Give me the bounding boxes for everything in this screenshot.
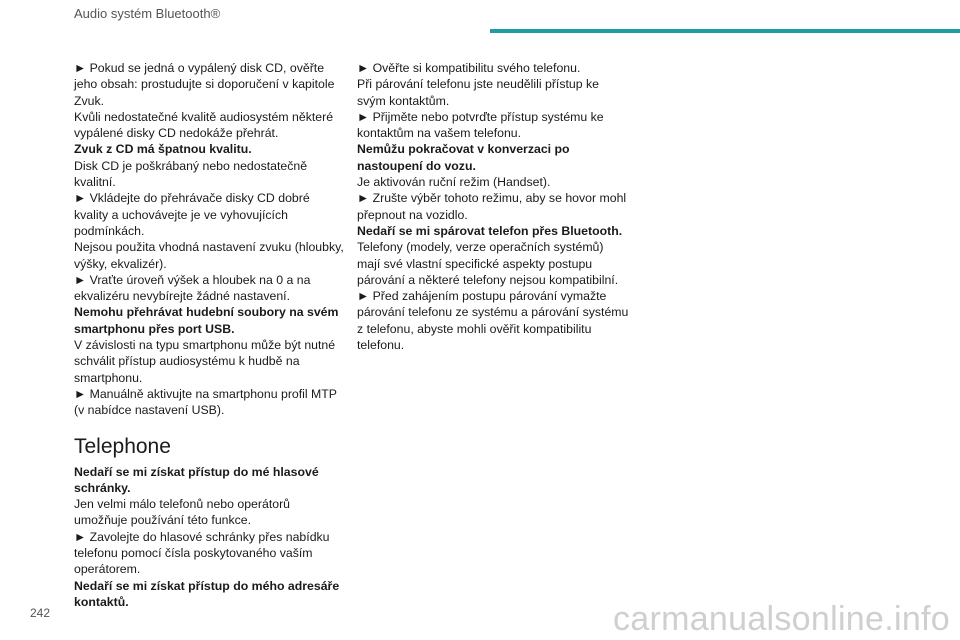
paragraph: V závislosti na typu smartphonu může být nutné schválit přístup audiosystému k hudbě na smartphonu. [74, 338, 336, 385]
paragraph: Jen velmi málo telefonů nebo operátorů umožňuje používání této funkce. [74, 497, 291, 528]
left-column-blocks [74, 60, 346, 419]
section-title-telephone: Telephone [74, 434, 171, 458]
paragraph: ► Přijměte nebo potvrďte přístup systému ke kontaktům na vašem telefonu. [357, 109, 604, 141]
telephone-section-blocks [74, 464, 346, 611]
question-heading: Nedaří se mi spárovat telefon přes Bluetooth. [357, 223, 623, 238]
question-heading: Nemůžu pokračovat v konverzaci po nastoupení do vozu. [357, 142, 570, 173]
paragraph: ► Vraťte úroveň výšek a hloubek na 0 a na ekvalizéru nevybírejte žádné nastavení. [74, 272, 311, 304]
paragraph: ► Pokud se jedná o vypálený disk CD, ověřte jeho obsah: prostudujte si doporučení v kapitole Zvuk. [74, 61, 335, 108]
header-accent-bar [490, 29, 960, 33]
paragraph: ► Vkládejte do přehrávače disky CD dobré kvality a uchovávejte je ve vyhovujících podmínkách. [74, 191, 310, 238]
paragraph: ► Zavolejte do hlasové schránky přes nabídku telefonu pomocí čísla poskytovaného vaším operátorem. [74, 529, 330, 577]
paragraph: ► Ověřte si kompatibilitu svého telefonu. [357, 61, 581, 75]
paragraph: Je aktivován ruční režim (Handset). [357, 175, 551, 190]
paragraph: Při párování telefonu jste neudělili přístup ke svým kontaktům. [357, 77, 599, 108]
paragraph: ► Zrušte výběr tohoto režimu, aby se hovor mohl přepnout na vozidlo. [357, 191, 627, 222]
question-heading: Nedaří se mi získat přístup do mého adresáře kontaktů. [74, 578, 340, 609]
paragraph: Nejsou použita vhodná nastavení zvuku (hloubky, výšky, ekvalizér). [74, 240, 344, 271]
right-column-blocks [357, 60, 629, 353]
paragraph: Kvůli nedostatečné kvalitě audiosystém některé vypálené disky CD nedokáže přehrát. [74, 109, 334, 141]
page-number: 242 [30, 606, 51, 620]
paragraph: ► Před zahájením postupu párování vymažte párování telefonu ze systému a párování systému z telefonu, abyste mohli ověřit kompatibilitu telefonu. [357, 289, 629, 353]
paragraph: Disk CD je poškrábaný nebo nedostatečně kvalitní. [74, 158, 308, 190]
running-header: Audio systém Bluetooth® [74, 6, 221, 21]
right-column [357, 60, 629, 353]
question-heading: Nedaří se mi získat přístup do mé hlasové schránky. [74, 464, 319, 495]
watermark: carmanualsonline.info [612, 600, 950, 638]
left-column [74, 60, 346, 610]
paragraph: Telefony (modely, verze operačních systémů) mají své vlastní specifické aspekty postupu párování a některé telefony nejsou kompatibilní. [357, 240, 619, 287]
question-heading: Nemohu přehrávat hudební soubory na svém smartphonu přes port USB. [74, 305, 339, 336]
paragraph: ► Manuálně aktivujte na smartphonu profil MTP (v nabídce nastavení USB). [74, 386, 337, 418]
question-heading: Zvuk z CD má špatnou kvalitu. [74, 142, 252, 157]
